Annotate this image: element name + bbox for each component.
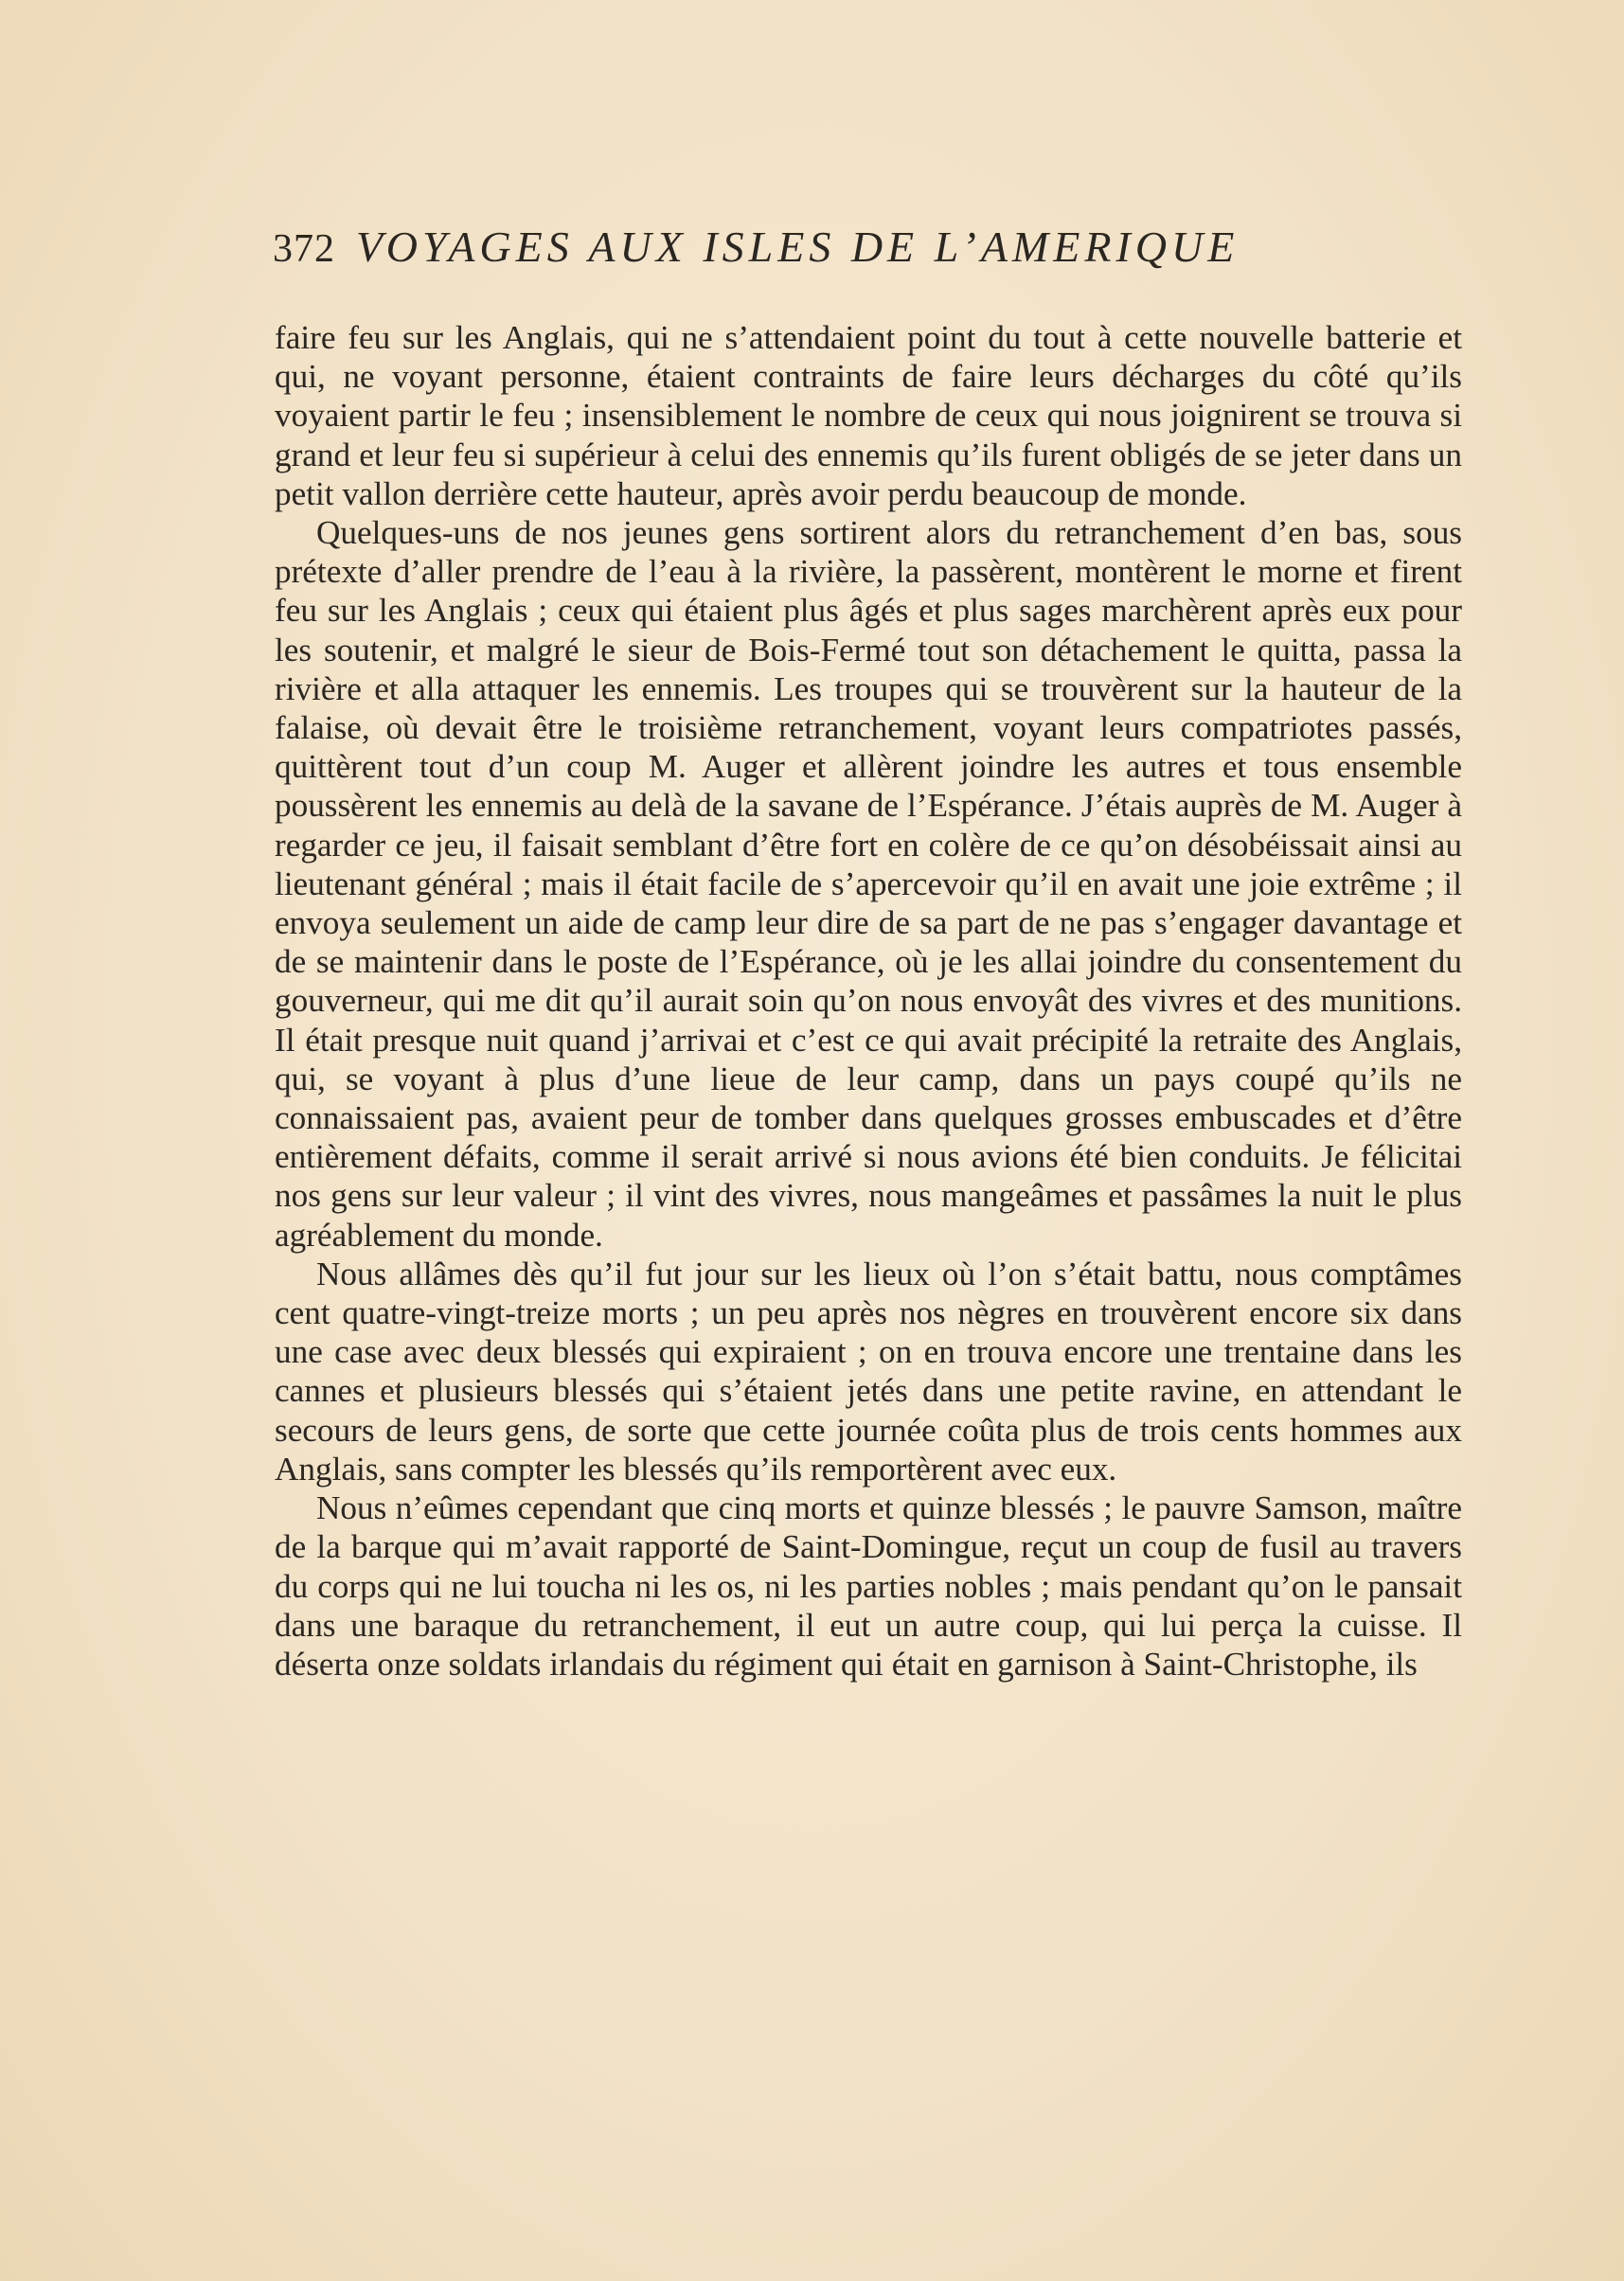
running-head bbox=[273, 222, 1456, 288]
paragraph-1: faire feu sur les Anglais, qui ne s’attendaient point du tout à cette nouvelle batterie et qui, ne voyant personne, étaient contraints de faire leurs décharges du côté qu’ils voyaient partir le feu ; insensiblement le nombre de ceux qui nous joignirent se trouva si grand et leur feu si supérieur à celui des ennemis qu’ils furent obligés de se jeter dans un petit vallon derrière cette hauteur, après avoir perdu beaucoup de monde. bbox=[275, 319, 1462, 512]
body-text bbox=[275, 318, 1462, 1684]
paragraph-3: Nous allâmes dès qu’il fut jour sur les lieux où l’on s’était battu, nous comptâmes cent quatre-vingt-treize morts ; un peu après nos nègres en trouvèrent encore six dans une case avec deux blessés qui expiraient ; on en trouva encore une trentaine dans les cannes et plusieurs blessés qui s’étaient jetés dans une petite ravine, en attendant le secours de leurs gens, de sorte que cette journée coûta plus de trois cents hommes aux Anglais, sans compter les blessés qu’ils remportèrent avec eux. bbox=[275, 1255, 1462, 1488]
page-number: 372 bbox=[273, 227, 335, 271]
running-title: VOYAGES AUX ISLES DE L’AMERIQUE bbox=[356, 223, 1240, 271]
paragraph-4: Nous n’eûmes cependant que cinq morts et quinze blessés ; le pauvre Samson, maître de la barque qui m’avait rapporté de Saint-Domingue, reçut un coup de fusil au travers du corps qui ne lui toucha ni les os, ni les parties nobles ; mais pendant qu’on le pansait dans une baraque du retranchement, il eut un autre coup, qui lui perça la cuisse. Il déserta onze soldats irlandais du régiment qui était en garnison à Saint-Christophe, ils bbox=[275, 1489, 1462, 1683]
paragraph-2: Quelques-uns de nos jeunes gens sortirent alors du retranchement d’en bas, sous prétexte d’aller prendre de l’eau à la rivière, la passèrent, montèrent le morne et firent feu sur les Anglais ; ceux qui étaient plus âgés et plus sages marchèrent après eux pour les soutenir, et malgré le sieur de Bois-Fermé tout son détachement le quitta, passa la rivière et alla attaquer les ennemis. Les troupes qui se trouvèrent sur la hauteur de la falaise, où devait être le troisième retranchement, voyant leurs compatriotes passés, quittèrent tout d’un coup M. Auger et allèrent joindre les autres et tous ensemble poussèrent les ennemis au delà de la savane de l’Espérance. J’étais auprès de M. Auger à regarder ce jeu, il faisait semblant d’être fort en colère de ce qu’on désobéissait ainsi au lieutenant général ; mais il était facile de s’apercevoir qu’il en avait une joie extrême ; il envoya seulement un aide de camp leur dire de sa part de ne pas s’engager davantage et de se maintenir dans le poste de l’Espérance, où je les allai joindre du consentement du gouverneur, qui me dit qu’il aurait soin qu’on nous envoyât des vivres et des munitions. Il était presque nuit quand j’arrivai et c’est ce qui avait précipité la retraite des Anglais, qui, se voyant à plus d’une lieue de leur camp, dans un pays coupé qu’ils ne connaissaient pas, avaient peur de tomber dans quelques grosses embuscades et d’être entièrement défaits, comme il serait arrivé si nous avions été bien conduits. Je félicitai nos gens sur leur valeur ; il vint des vivres, nous mangeâmes et passâmes la nuit le plus agréablement du monde. bbox=[275, 514, 1462, 1254]
